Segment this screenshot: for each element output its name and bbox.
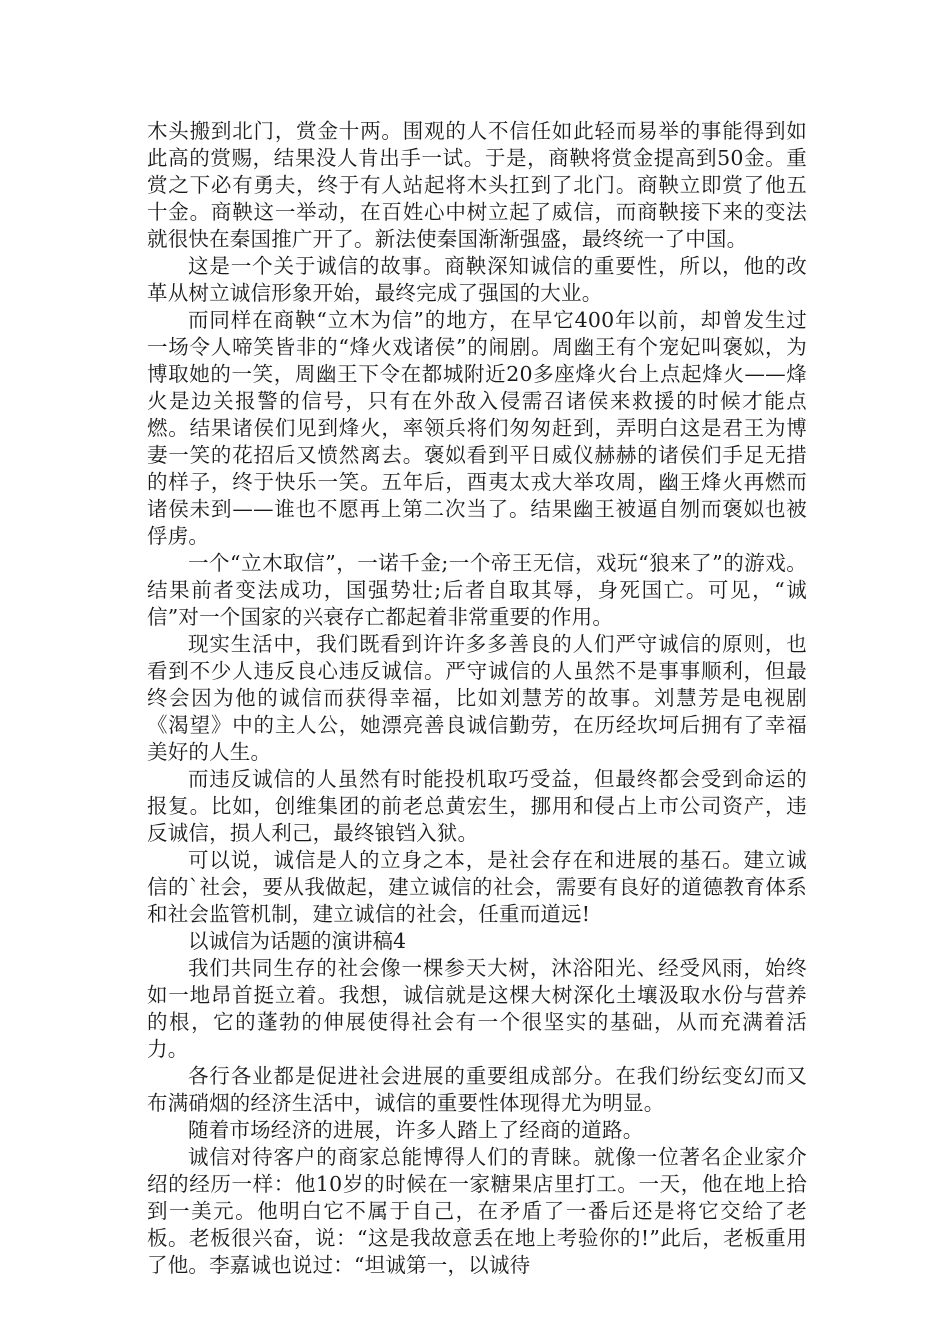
paragraph-11: 诚信对待客户的商家总能博得人们的青睐。就像一位著名企业家介绍的经历一样：他10岁的时候在一家糖果店里打工。一天，他在地上拾到一美元。他明白它不属于自己，在矛盾了一番后还是将它交给了老板。老板很兴奋，说：“这是我故意丢在地上考验你的!”此后，老板重用了他。李嘉诚也说过：“坦诚第一，以诚待 xyxy=(147,1145,807,1277)
paragraph-1: 木头搬到北门，赏金十两。围观的人不信任如此轻而易举的事能得到如此高的赏赐，结果没人肯出手一试。于是，商鞅将赏金提高到50金。重赏之下必有勇夫，终于有人站起将木头扛到了北门。商鞅立即赏了他五十金。商鞅这一举动，在百姓心中树立起了威信，而商鞅接下来的变法就很快在秦国推广开了。新法使秦国渐渐强盛，最终统一了中国。 xyxy=(147,119,807,251)
paragraph-7: 可以说，诚信是人的立身之本，是社会存在和进展的基石。建立诚信的`社会，要从我做起，建立诚信的社会，需要有良好的道德教育体系和社会监管机制，建立诚信的社会，任重而道远! xyxy=(147,848,807,926)
paragraph-8: 我们共同生存的社会像一棵参天大树，沐浴阳光、经受风雨，始终如一地昂首挺立着。我想，诚信就是这棵大树深化土壤汲取水份与营养的根，它的蓬勃的伸展使得社会有一个很坚实的基础，从而充满着活力。 xyxy=(147,956,807,1061)
paragraph-2: 这是一个关于诚信的故事。商鞅深知诚信的重要性，所以，他的改革从树立诚信形象开始，最终完成了强国的大业。 xyxy=(147,254,807,305)
paragraph-3: 而同样在商鞅“立木为信”的地方，在早它400年以前，却曾发生过一场令人啼笑皆非的“烽火戏诸侯”的闹剧。周幽王有个宠妃叫褒姒，为博取她的一笑，周幽王下令在都城附近20多座烽火台上点起烽火——烽火是边关报警的信号，只有在外敌入侵需召诸侯来救援的时候才能点燃。结果诸侯们见到烽火，率领兵将们匆匆赶到，弄明白这是君王为博妻一笑的花招后又愤然离去。褒姒看到平日威仪赫赫的诸侯们手足无措的样子，终于快乐一笑。五年后，酉夷太戎大举攻周，幽王烽火再燃而诸侯未到——谁也不愿再上第二次当了。结果幽王被逼自刎而褒姒也被俘虏。 xyxy=(147,308,807,548)
paragraph-5: 现实生活中，我们既看到许许多多善良的人们严守诚信的原则，也看到不少人违反良心违反诚信。严守诚信的人虽然不是事事顺利，但最终会因为他的诚信而获得幸福，比如刘慧芳的故事。刘慧芳是电视剧《渴望》中的主人公，她漂亮善良诚信勤劳，在历经坎坷后拥有了幸福美好的人生。 xyxy=(147,632,807,764)
section-heading: 以诚信为话题的演讲稿4 xyxy=(188,929,407,953)
paragraph-4: 一个“立木取信”，一诺千金;一个帝王无信，戏玩“狼来了”的游戏。结果前者变法成功，国强势壮;后者自取其辱，身死国亡。可见，“诚信”对一个国家的兴衰存亡都起着非常重要的作用。 xyxy=(147,551,807,629)
document-body xyxy=(147,118,807,1279)
paragraph-10: 随着市场经济的进展，许多人踏上了经商的道路。 xyxy=(188,1118,644,1142)
paragraph-9: 各行各业都是促进社会进展的重要组成部分。在我们纷纭变幻而又布满硝烟的经济生活中，诚信的重要性体现得尤为明显。 xyxy=(147,1064,807,1115)
paragraph-6: 而违反诚信的人虽然有时能投机取巧受益，但最终都会受到命运的报复。比如，创维集团的前老总黄宏生，挪用和侵占上市公司资产，违反诚信，损人利己，最终锒铛入狱。 xyxy=(147,767,807,845)
